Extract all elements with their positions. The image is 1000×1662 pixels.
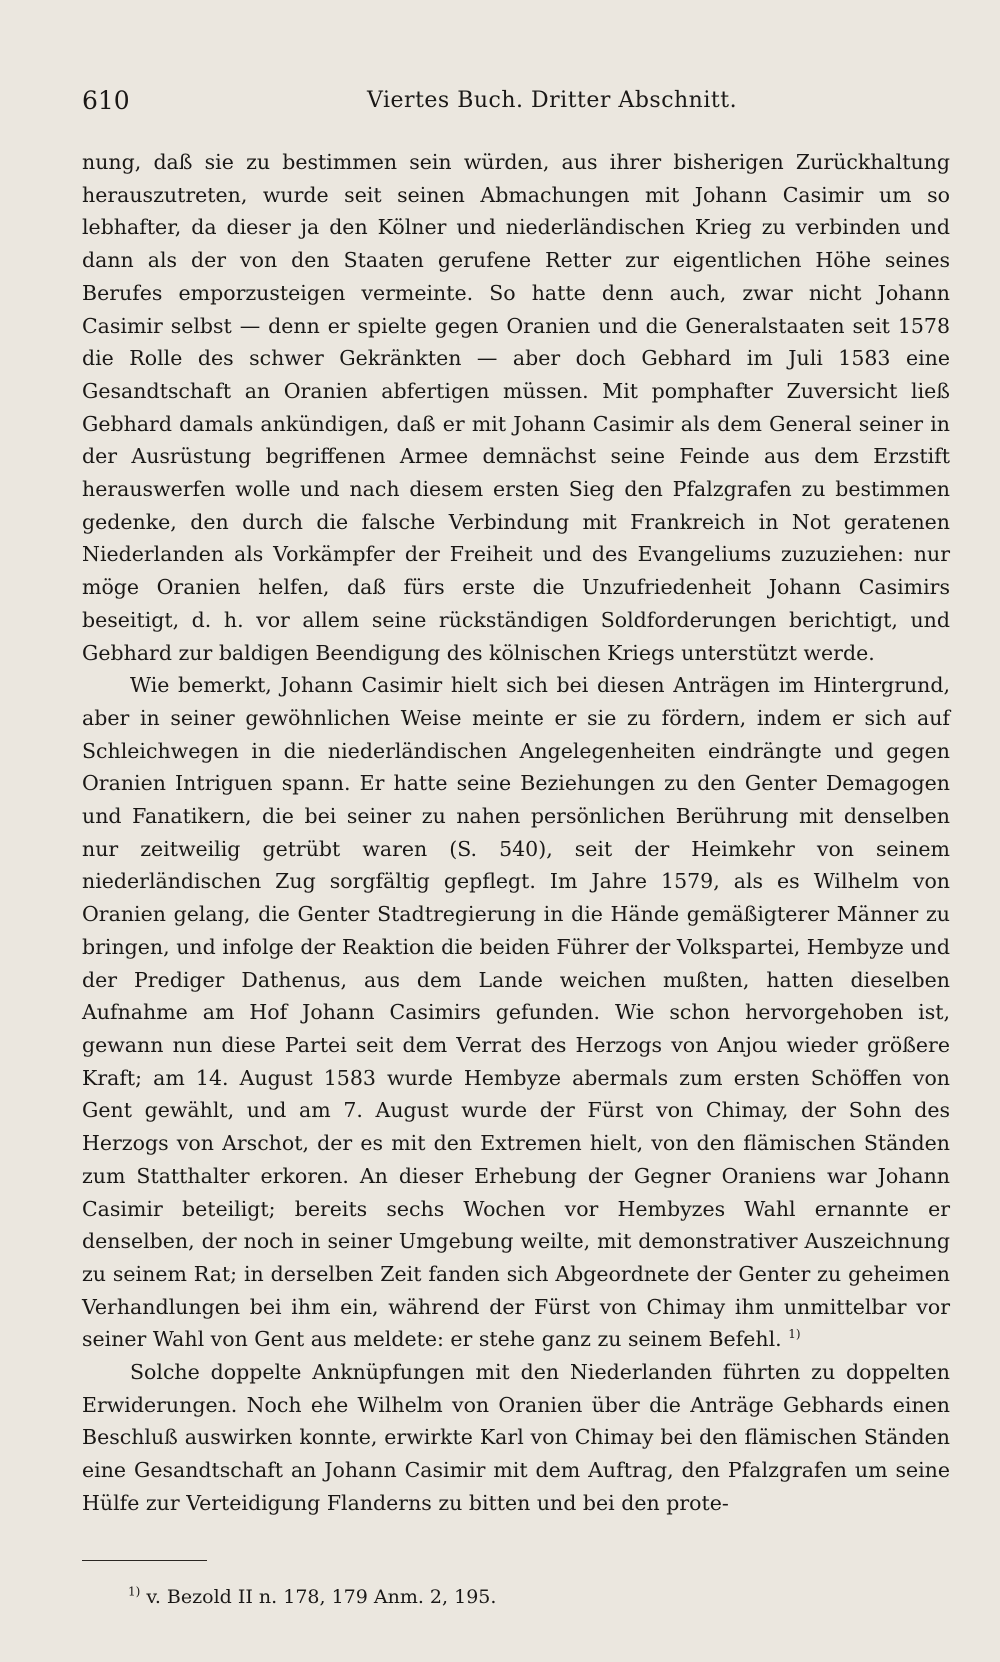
footnote [128,1586,496,1608]
footnote-marker: 1) [128,1584,141,1599]
paragraph-1 [82,146,950,669]
page-number: 610 [82,86,130,115]
paragraph-2 [82,669,950,1356]
paragraph-3 [82,1356,950,1520]
footnote-reference[interactable]: 1) [788,1327,801,1342]
footnote-divider [82,1560,207,1561]
running-head: Viertes Buch. Dritter Abschnitt. [367,88,738,113]
paragraph-2-text: Wie bemerkt, Johann Casimir hielt sich bei diesen Anträgen im Hintergrund, aber in seiner gewöhnlichen Weise meinte er sie zu fördern, indem er sich auf Schleichwegen in die niederländischen Angelegenheiten eindrängte und gegen Oranien Intriguen spann. Er hatte seine Beziehungen zu den Genter Demagogen und Fanatikern, die bei seiner zu nahen persönlichen Berührung mit denselben nur zeitweilig getrübt waren (S. 540), seit der Heimkehr von seinem niederländischen Zug sorgfältig gepflegt. Im Jahre 1579, als es Wilhelm von Oranien gelang, die Genter Stadtregierung in die Hände gemäßigterer Männer zu bringen, und infolge der Reaktion die beiden Führer der Volkspartei, Hembyze und der Prediger Dathenus, aus dem Lande weichen mußten, hatten dieselben Aufnahme am Hof Johann Casimirs gefunden. Wie schon hervorgehoben ist, gewann nun diese Partei seit dem Verrat des Herzogs von Anjou wieder größere Kraft; am 14. August 1583 wurde Hembyze abermals zum ersten Schöffen von Gent gewählt, und am 7. August wurde der Fürst von Chimay, der Sohn des Herzogs von Arschot, der es mit den Extremen hielt, von den flämischen Ständen zum Statthalter erkoren. An dieser Erhebung der Gegner Oraniens war Johann Casimir beteiligt; bereits sechs Wochen vor Hembyzes Wahl ernannte er denselben, der noch in seiner Umgebung weilte, mit demonstrativer Auszeichnung zu seinem Rat; in derselben Zeit fanden sich Abgeordnete der Genter zu geheimen Verhandlungen bei ihm ein, während der Fürst von Chimay ihm unmittelbar vor seiner Wahl von Gent aus meldete: er stehe ganz zu seinem Befehl. [82,673,950,1352]
paragraph-1-text: nung, daß sie zu bestimmen sein würden, aus ihrer bisherigen Zurückhaltung herauszutreten, wurde seit seinen Abmachungen mit Johann Casimir um so lebhafter, da dieser ja den Kölner und niederländischen Krieg zu verbinden und dann als der von den Staaten gerufene Retter zur eigentlichen Höhe seines Berufes emporzusteigen vermeinte. So hatte denn auch, zwar nicht Johann Casimir selbst — denn er spielte gegen Oranien und die Generalstaaten seit 1578 die Rolle des schwer Gekränkten — aber doch Gebhard im Juli 1583 eine Gesandtschaft an Oranien abfertigen müssen. Mit pomphafter Zuversicht ließ Gebhard damals ankündigen, daß er mit Johann Casimir als dem General seiner in der Ausrüstung begriffenen Armee demnächst seine Feinde aus dem Erzstift herauswerfen wolle und nach diesem ersten Sieg den Pfalzgrafen zu bestimmen gedenke, den durch die falsche Verbindung mit Frankreich in Not geratenen Niederlanden als Vorkämpfer der Freiheit und des Evangeliums zuzuziehen: nur möge Oranien helfen, daß fürs erste die Unzufriedenheit Johann Casimirs beseitigt, d. h. vor allem seine rückständigen Soldforderungen berichtigt, und Gebhard zur baldigen Beendigung des kölnischen Kriegs unterstützt werde. [82,150,950,665]
main-text [82,146,950,1520]
page-header [82,86,950,126]
footnote-text: v. Bezold II n. 178, 179 Anm. 2, 195. [146,1586,497,1608]
paragraph-3-text: Solche doppelte Anknüpfungen mit den Niederlanden führten zu doppelten Erwiderungen. Noch ehe Wilhelm von Oranien über die Anträge Gebhards einen Beschluß auswirken konnte, erwirkte Karl von Chimay bei den flämischen Ständen eine Gesandtschaft an Johann Casimir mit dem Auftrag, den Pfalzgrafen um seine Hülfe zur Verteidigung Flanderns zu bitten und bei den prote- [82,1360,950,1515]
